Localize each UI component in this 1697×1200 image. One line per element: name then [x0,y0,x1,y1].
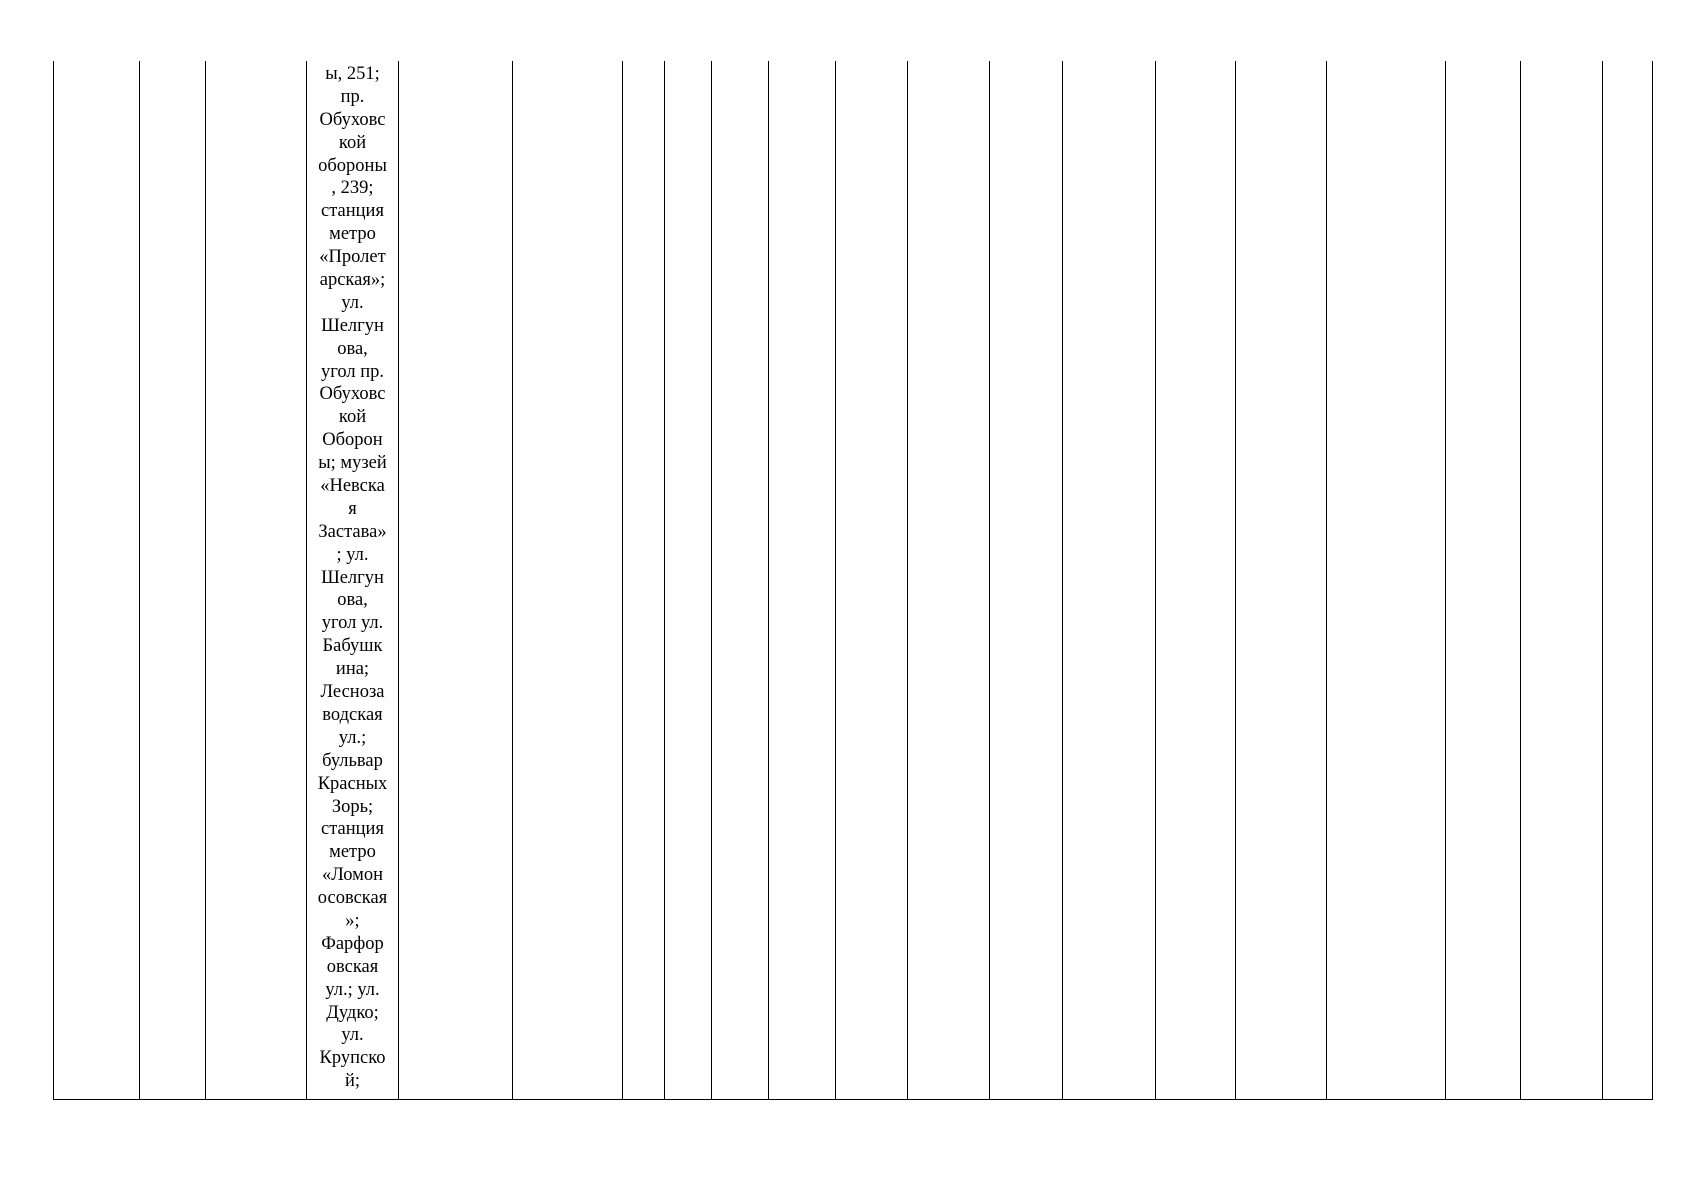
address-line: я [348,498,357,519]
address-line: пр. [340,86,365,107]
table-column-border [622,61,623,1100]
address-line: Шелгун [321,567,384,588]
address-line: »; [345,910,360,931]
address-line: Красных [317,773,388,794]
table-column-border [907,61,908,1100]
address-line: Бабушк [322,636,383,657]
table-column-border [768,61,769,1100]
address-line: кой [338,132,367,153]
address-line: метро [329,842,376,863]
address-line: «Невска [320,476,385,497]
table-column-border [1602,61,1603,1100]
address-line: Лесноза [320,682,385,703]
address-line: й; [344,1071,361,1092]
address-line: Зорь; [331,796,374,817]
address-line: угол ул. [321,613,384,634]
table-column-border [664,61,665,1100]
table-column-border [1652,61,1653,1100]
address-line: осовская [317,888,388,909]
address-line: Шелгун [321,315,384,336]
table-column-border [512,61,513,1100]
address-line: Крупско [319,1048,386,1069]
address-line: ул. [341,1025,364,1046]
table-column-border [1445,61,1446,1100]
address-line: ул.; [338,727,367,748]
table-column-border [711,61,712,1100]
address-line: угол пр. [320,361,384,382]
address-line: метро [329,224,376,245]
address-line: ; ул. [336,544,369,565]
address-line: Фарфор [321,933,384,954]
table-column-border [1235,61,1236,1100]
address-line: водская [322,704,383,725]
table-column-border [1155,61,1156,1100]
address-line: Оборон [322,430,383,451]
address-line: Дудко; [326,1002,379,1023]
address-cell [307,63,398,1093]
table-column-border [1062,61,1063,1100]
address-line: ова, [337,590,368,611]
address-line: «Пролет [319,247,386,268]
table-column-border [398,61,399,1100]
table-column-border [989,61,990,1100]
address-line: бульвар [322,750,383,771]
table-column-border [1326,61,1327,1100]
address-line: , 239; [331,178,374,199]
table-continuation [53,61,1653,1100]
address-line: ы; музей [318,453,387,474]
address-line: обороны [318,155,387,176]
address-line: Застава» [318,521,387,542]
address-line: ы, 251; [325,64,380,84]
address-line: овская [326,956,379,977]
table-column-border [53,61,54,1100]
address-line: станция [321,201,384,222]
table-bottom-border [53,1099,1653,1100]
address-line: Обуховс [319,109,386,130]
table-column-border [835,61,836,1100]
address-line: ул. [341,292,364,313]
address-line: станция [321,819,384,840]
address-line: арская»; [319,270,386,291]
address-line: Обуховс [319,384,386,405]
address-line: ул.; ул. [325,979,380,1000]
address-line: кой [338,407,367,428]
address-line: ина; [335,659,370,680]
address-line: ова, [337,338,368,359]
table-column-border [139,61,140,1100]
address-line: «Ломон [321,865,384,886]
table-column-border [205,61,206,1100]
table-column-border [1520,61,1521,1100]
